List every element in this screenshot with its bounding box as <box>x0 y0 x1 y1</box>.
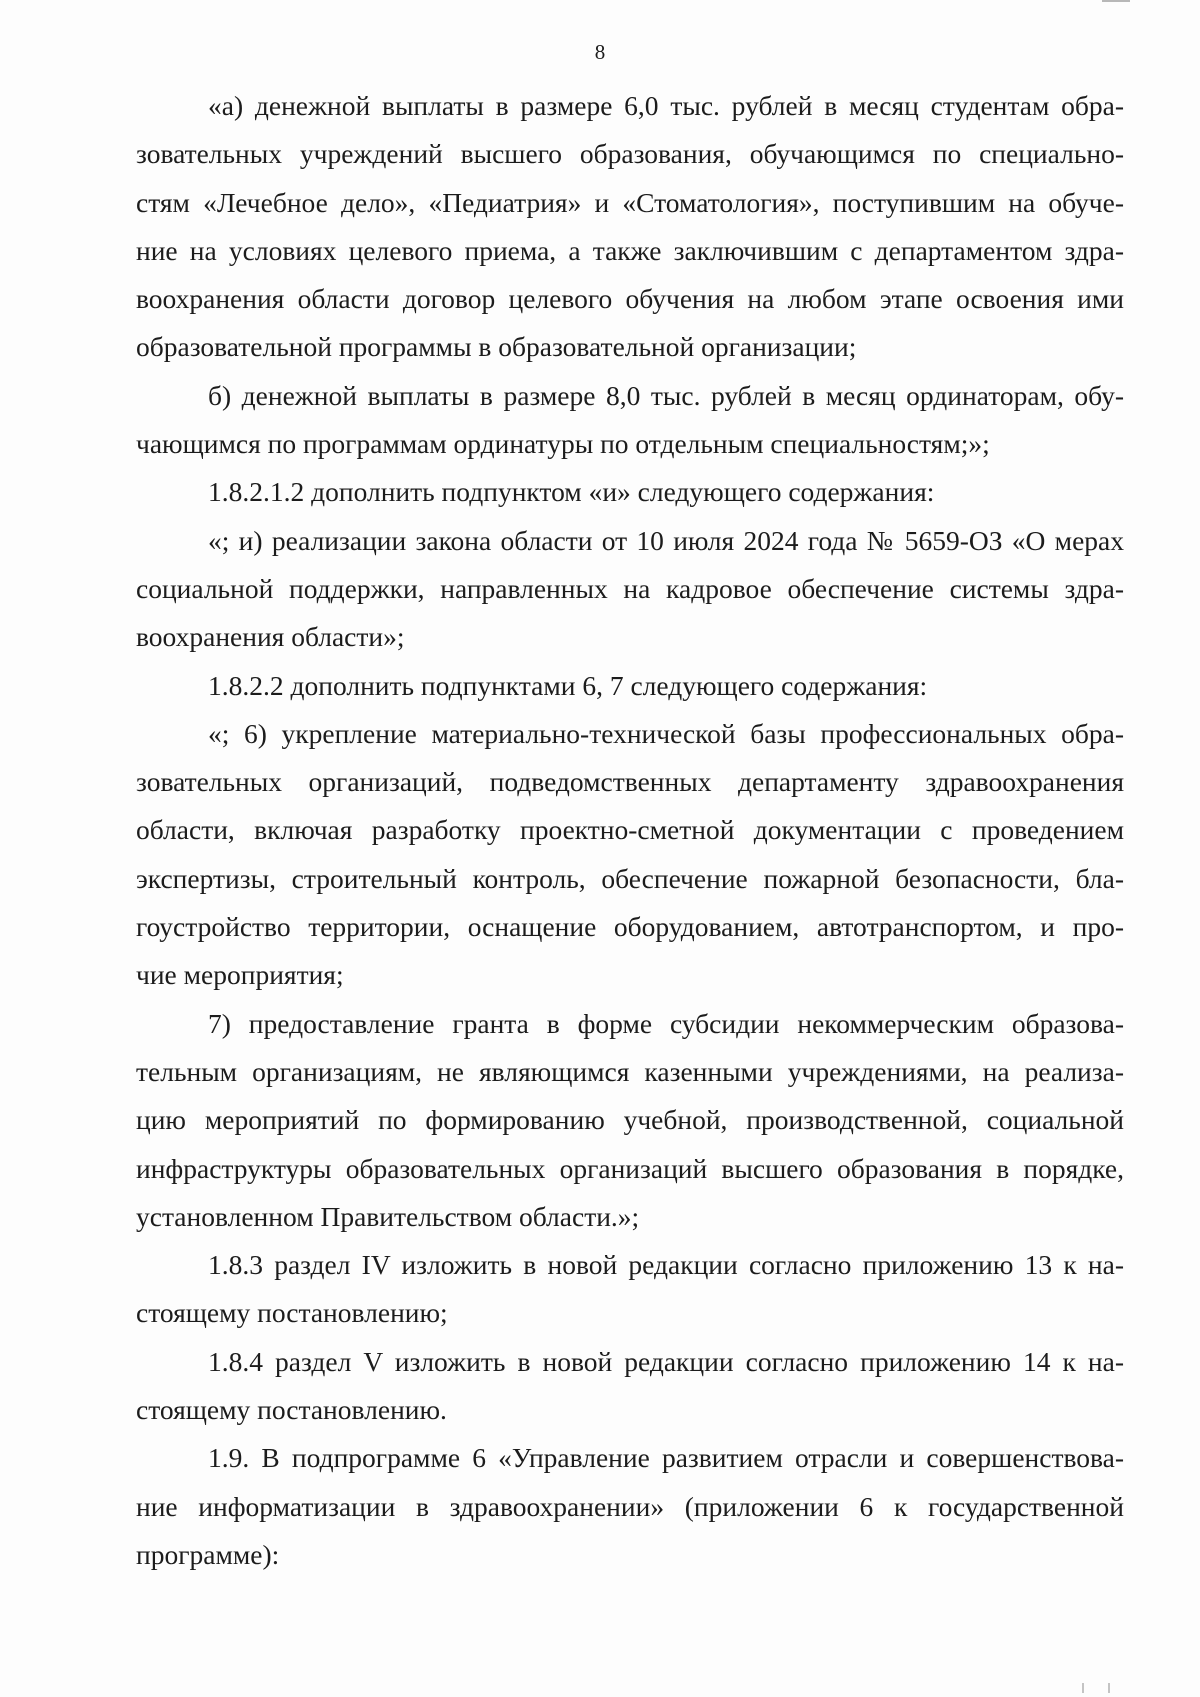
text-line: 1.9. В подпрограмме 6 «Управление развитием отрасли и совершенствова- <box>208 1442 1124 1474</box>
paragraph-subitem-7 <box>136 1000 1124 1241</box>
text-line: зовательных организаций, подведомственных департаменту здравоохранения <box>136 766 1124 798</box>
text-line: зовательных учреждений высшего образования, обучающимся по специально- <box>136 138 1124 170</box>
text-line: воохранения области»; <box>136 621 405 653</box>
paragraph-1-8-3 <box>136 1241 1124 1338</box>
text-line: 1.8.3 раздел IV изложить в новой редакции согласно приложению 13 к на- <box>208 1249 1124 1281</box>
text-line: образовательной программы в образовательной организации; <box>136 331 857 363</box>
paragraph-subitem-b <box>136 372 1124 469</box>
text-line: установленном Правительством области.»; <box>136 1200 640 1232</box>
text-line: 1.8.2.2 дополнить подпунктами 6, 7 следующего содержания: <box>208 669 928 701</box>
text-line: 1.8.4 раздел V изложить в новой редакции согласно приложению 14 к на- <box>208 1345 1124 1377</box>
paragraph-1-9 <box>136 1434 1124 1579</box>
paragraph-subitem-a <box>136 82 1124 372</box>
text-line: стоящему постановлению; <box>136 1297 448 1329</box>
text-line: программе): <box>136 1538 280 1570</box>
scan-edge-mark <box>1082 1683 1110 1693</box>
scan-edge-mark <box>1102 0 1130 2</box>
document-body <box>136 82 1124 1579</box>
text-line: инфраструктуры образовательных организаций высшего образования в порядке, <box>136 1152 1124 1184</box>
text-line: воохранения области договор целевого обучения на любом этапе освоения ими <box>136 283 1124 315</box>
text-line: ние на условиях целевого приема, а также заключившим с департаментом здра- <box>136 234 1124 266</box>
text-line: области, включая разработку проектно-сметной документации с проведением <box>136 814 1124 846</box>
text-line: чающимся по программам ординатуры по отдельным специальностям;»; <box>136 428 990 460</box>
page-number: 8 <box>594 40 606 64</box>
text-line: тельным организациям, не являющимся казенными учреждениями, на реализа- <box>136 1055 1124 1087</box>
text-line: «а) денежной выплаты в размере 6,0 тыс. рублей в месяц студентам обра- <box>208 90 1124 121</box>
text-line: цию мероприятий по формированию учебной, производственной, социальной <box>136 1104 1124 1136</box>
text-line: ние информатизации в здравоохранении» (приложении 6 к государственной <box>136 1490 1124 1522</box>
paragraph-1-8-2-2 <box>136 662 1124 710</box>
text-line: стоящему постановлению. <box>136 1394 447 1426</box>
text-line: чие мероприятия; <box>136 959 344 991</box>
text-line: б) денежной выплаты в размере 8,0 тыс. рублей в месяц ординаторам, обу- <box>208 379 1124 411</box>
text-line: «; 6) укрепление материально-технической базы профессиональных обра- <box>208 717 1124 749</box>
paragraph-1-8-4 <box>136 1338 1124 1435</box>
text-line: 7) предоставление гранта в форме субсидии некоммерческим образова- <box>208 1007 1124 1039</box>
text-line: экспертизы, строительный контроль, обеспечение пожарной безопасности, бла- <box>136 862 1124 894</box>
text-line: гоустройство территории, оснащение оборудованием, автотранспортом, и про- <box>136 911 1124 943</box>
paragraph-subitem-i <box>136 517 1124 662</box>
text-line: социальной поддержки, направленных на кадровое обеспечение системы здра- <box>136 572 1124 604</box>
text-line: 1.8.2.1.2 дополнить подпунктом «и» следующего содержания: <box>208 476 935 508</box>
paragraph-1-8-2-1-2 <box>136 468 1124 516</box>
paragraph-subitem-6 <box>136 710 1124 1000</box>
text-line: «; и) реализации закона области от 10 июля 2024 года № 5659-ОЗ «О мерах <box>208 524 1124 556</box>
text-line: стям «Лечебное дело», «Педиатрия» и «Стоматология», поступившим на обуче- <box>136 186 1124 218</box>
